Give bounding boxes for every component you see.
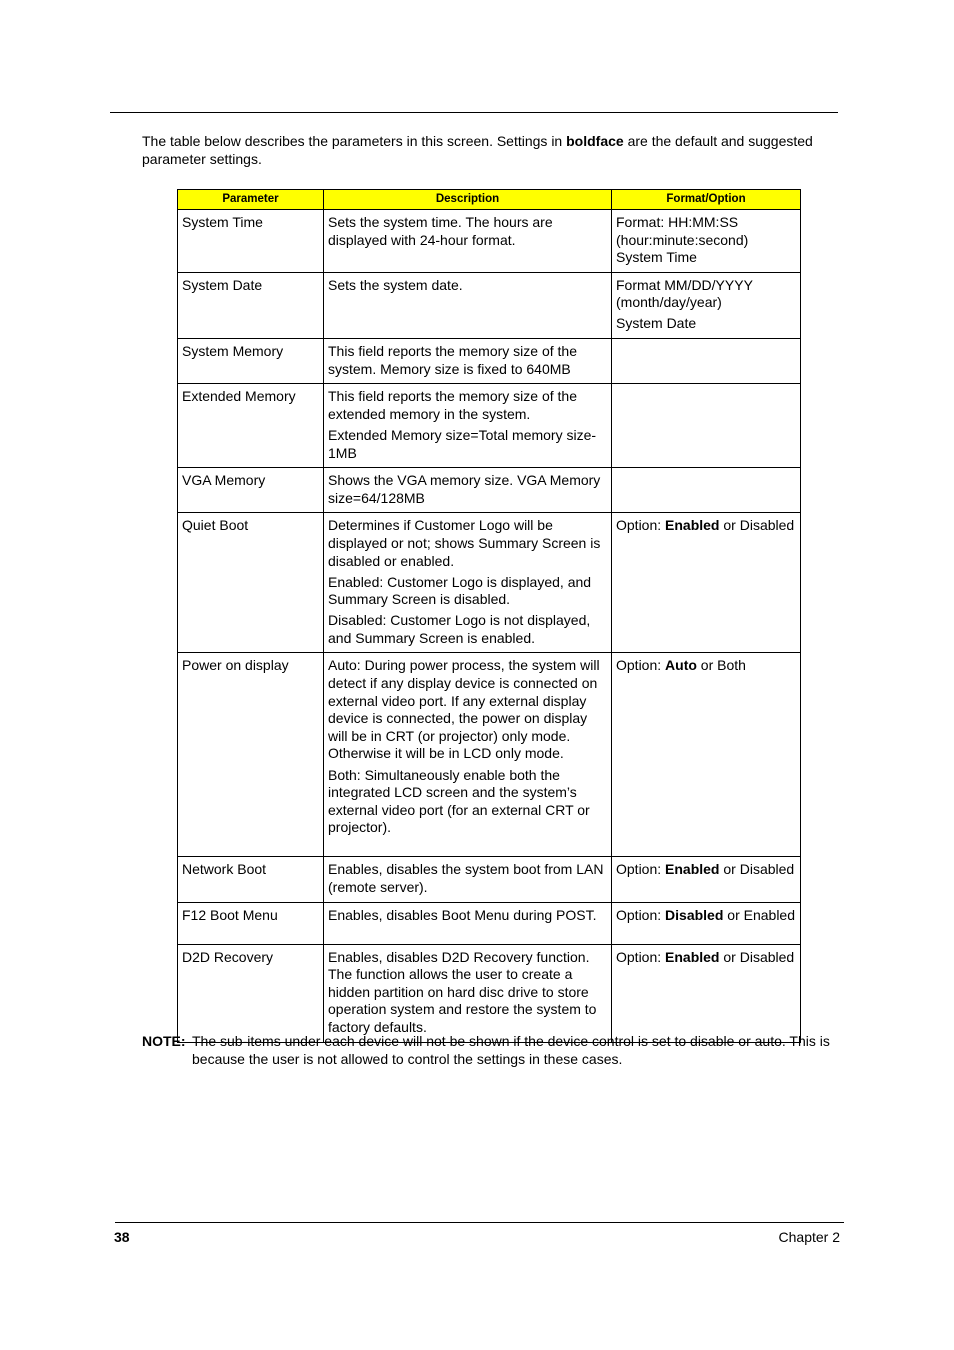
header-format-option: Format/Option [612,190,801,210]
format-text: Format MM/DD/YYYY (month/day/year) [616,276,753,311]
parameter-cell: D2D Recovery [178,944,324,1042]
page-number: 38 [114,1229,130,1245]
intro-boldface: boldface [566,133,624,149]
parameter-cell: Network Boot [178,857,324,902]
format-text: or Disabled [719,517,795,534]
description-paragraph: Determines if Customer Logo will be displayed or not; shows Summary Screen is disabled or enabled. [328,517,601,569]
description-paragraph: This field reports the memory size of the extended memory in the system. [328,388,577,422]
format-option-cell [612,944,801,1042]
default-option: Auto [665,657,697,674]
format-text: Option: [616,517,666,534]
format-paragraph [616,517,796,535]
format-text: or Disabled [719,948,795,965]
description-cell [324,944,612,1042]
description-paragraph: Both: Simultaneously enable both the integrated LCD screen and the system’s external video port (for an external CRT or projector). [328,766,590,836]
parameter-cell: Power on display [178,653,324,857]
format-paragraph [616,214,796,267]
description-paragraph: Shows the VGA memory size. VGA Memory size=64/128MB [328,472,601,506]
description-paragraph: Enables, disables Boot Menu during POST. [328,906,597,923]
format-option-cell [612,468,801,513]
description-cell [324,272,612,338]
table-row [178,944,801,1042]
format-option-cell [612,653,801,857]
parameter-cell: Extended Memory [178,384,324,468]
table-row [178,468,801,513]
format-option-cell [612,272,801,338]
description-cell [324,857,612,902]
chapter-label: Chapter 2 [778,1229,840,1245]
format-option-cell [612,339,801,384]
table-header-row [178,190,801,210]
description-paragraph: Enables, disables the system boot from LAN (remote server). [328,861,604,896]
table-body [178,210,801,1043]
format-text: or Enabled [723,906,795,923]
footer-rule [115,1222,844,1223]
parameter-cell: F12 Boot Menu [178,902,324,944]
format-text: or Both [696,657,746,674]
format-option-cell [612,902,801,944]
header-rule [110,112,838,113]
parameter-cell: System Memory [178,339,324,384]
description-paragraph: Auto: During power process, the system will detect if any display device is connected on external video port. If any external display device is connected, the power on display will be in CRT (or projector) only mode. Otherwise it will be in LCD only mode. [328,657,600,762]
format-paragraph [616,315,796,333]
format-text: System Date [616,315,697,332]
format-text: Option: [616,906,666,923]
table-row [178,384,801,468]
description-cell [324,339,612,384]
parameter-table [177,189,801,1043]
format-paragraph [616,657,796,675]
description-paragraph: Enabled: Customer Logo is displayed, and Summary Screen is disabled. [328,573,592,608]
table-row [178,210,801,273]
format-paragraph [616,949,796,967]
format-paragraph [616,861,796,879]
note-label: NOTE: [142,1033,186,1049]
default-option: Enabled [665,861,720,878]
table-row [178,339,801,384]
table-row [178,857,801,902]
description-cell [324,653,612,857]
note-text: The sub-items under each device will not be shown if the device control is set to disable or auto. This is because the user is not allowed to control the settings in these cases. [192,1033,830,1067]
description-paragraph: Disabled: Customer Logo is not displayed, and Summary Screen is enabled. [328,612,591,646]
default-option: Enabled [665,517,720,534]
header-description: Description [324,190,612,210]
description-paragraph: Sets the system date. [328,276,463,293]
format-text: Format: HH:MM:SS (hour:minute:second) System Time [616,214,749,266]
format-text: Option: [616,948,666,965]
description-cell [324,210,612,273]
parameter-cell: Quiet Boot [178,513,324,653]
description-cell [324,902,612,944]
default-option: Disabled [665,906,724,923]
format-option-cell [612,210,801,273]
format-text: Option: [616,657,666,674]
format-paragraph [616,907,796,925]
table-row [178,513,801,653]
description-paragraph: Enables, disables D2D Recovery function. The function allows the user to create a hidden partition on hard disc drive to store operation system and restore the system to factory defaults. [328,948,597,1036]
format-option-cell [612,513,801,653]
format-option-cell [612,857,801,902]
format-option-cell [612,384,801,468]
table-row [178,272,801,338]
intro-paragraph: The table below describes the parameters in this screen. Settings in boldface are the default and suggested parameter settings. [142,133,813,167]
description-cell [324,513,612,653]
description-paragraph: Sets the system time. The hours are displayed with 24-hour format. [328,214,553,248]
description-paragraph: Extended Memory size=Total memory size-1MB [328,426,597,461]
description-paragraph: This field reports the memory size of the system. Memory size is fixed to 640MB [328,343,577,377]
description-cell [324,468,612,513]
format-text: or Disabled [719,861,795,878]
format-text: Option: [616,861,666,878]
format-paragraph [616,277,796,312]
parameter-cell: System Date [178,272,324,338]
default-option: Enabled [665,948,720,965]
table-row [178,902,801,944]
table-row [178,653,801,857]
header-parameter: Parameter [178,190,324,210]
parameter-cell: System Time [178,210,324,273]
description-cell [324,384,612,468]
parameter-cell: VGA Memory [178,468,324,513]
